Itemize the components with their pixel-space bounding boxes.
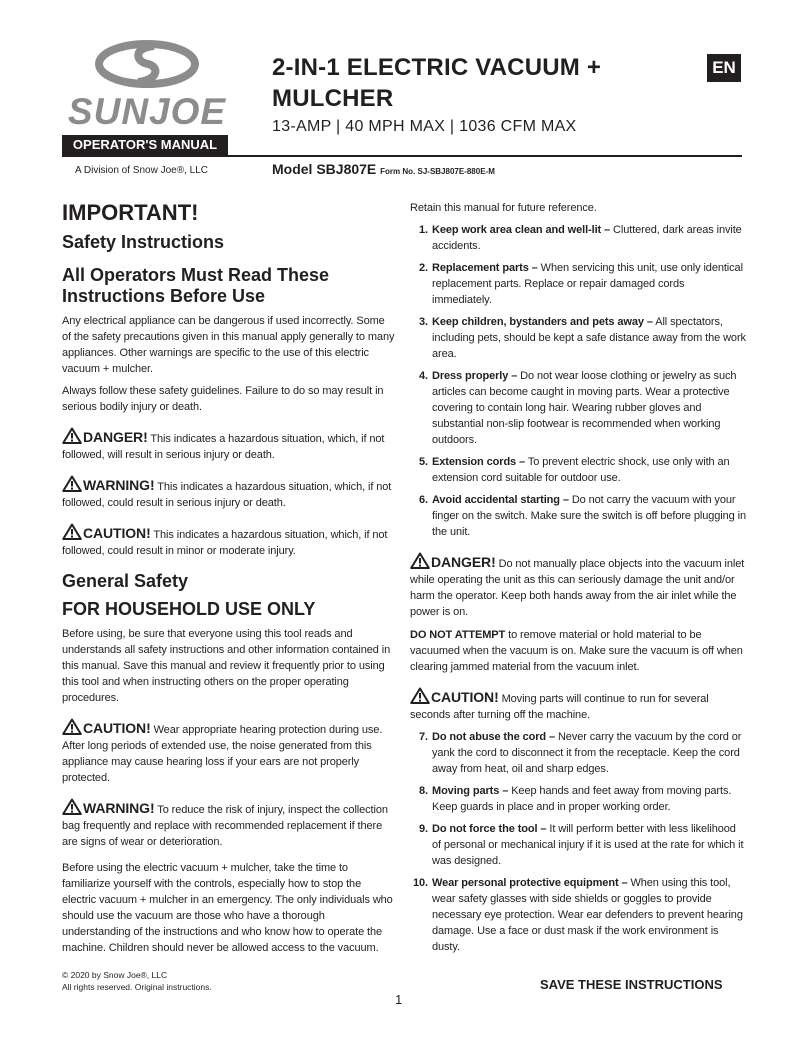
list-item <box>410 875 746 955</box>
signal-text: Wear appropriate hearing protection during use. After long periods of extended use, the noise generated from this appliance may cause hearing loss if your ears are not properly protected. <box>62 724 383 784</box>
do-not-attempt-paragraph <box>410 627 746 675</box>
model-number <box>272 161 495 177</box>
familiarize-paragraph: Before using the electric vacuum + mulcher, take the time to familiarize yourself with the controls, especially how to stop the electric vacuum + mulcher in an emergency. The only individuals who should use the vacuum are those who have a thorough understanding of the instructions and who know how to operate the machine. Children should never be allowed access to the vacuum. <box>62 862 393 954</box>
list-item <box>410 729 746 777</box>
item-title: Do not abuse the cord – <box>432 731 555 743</box>
list-item <box>410 783 746 815</box>
caution-hearing-notice <box>62 718 396 786</box>
warning-triangle-icon <box>62 718 82 735</box>
item-number: 10. <box>413 877 428 889</box>
list-item <box>410 260 746 308</box>
operators-manual-label: OPERATOR'S MANUAL <box>62 135 228 155</box>
signal-definition <box>62 523 396 559</box>
sunjoe-logo <box>62 40 232 140</box>
list-item <box>410 368 746 448</box>
subtitle: 13-AMP | 40 MPH MAX | 1036 CFM MAX <box>272 118 577 135</box>
all-operators-heading: All Operators Must Read These Instructions Before Use <box>62 265 330 306</box>
language-badge: EN <box>707 54 741 82</box>
item-number: 1. <box>419 224 428 236</box>
signal-word: WARNING! <box>83 800 155 816</box>
item-text: Do not wear loose clothing or jewelry as such articles can become caught in moving parts. Wear a protective covering to contain long hair. Wearing rubber gloves and substantial non-slip footwear is recommended when working outdoors. <box>432 370 737 446</box>
item-number: 9. <box>419 823 428 835</box>
document-title <box>272 52 601 114</box>
do-not-attempt-text: to remove material or hold material to be vacuumed when the vacuum is on. Make sure the vacuum is off when clearing jammed material from the vacuum inlet. <box>410 629 743 673</box>
list-item <box>410 821 746 869</box>
item-number: 2. <box>419 262 428 274</box>
item-title: Extension cords – <box>432 456 526 468</box>
caution-moving-parts-notice <box>410 687 746 723</box>
item-number: 5. <box>419 456 428 468</box>
retain-text: Retain this manual for future reference. <box>410 202 597 214</box>
list-item <box>410 222 746 254</box>
item-number: 4. <box>419 370 428 382</box>
signal-text: Moving parts will continue to run for several seconds after turning off the machine. <box>410 693 709 721</box>
item-text: It will perform better with less likelihood of personal or mechanical injury if it is used at the rate for which it was designed. <box>432 823 744 867</box>
item-number: 6. <box>419 494 428 506</box>
list-item <box>410 454 746 486</box>
warning-triangle-icon <box>62 475 82 492</box>
item-title: Keep work area clean and well-lit – <box>432 224 611 236</box>
item-text: Do not carry the vacuum with your finger on the switch. Make sure the switch is off before plugging in the unit. <box>432 494 747 538</box>
signal-word: DANGER! <box>83 429 148 445</box>
warning-triangle-icon <box>410 687 430 704</box>
warning-triangle-icon <box>62 523 82 540</box>
signal-text: Do not manually place objects into the vacuum inlet while operating the unit as this can seriously damage the unit and/or harm the operator. Keep both hands away from the air inlet while the power is on. <box>410 558 745 618</box>
warning-triangle-icon <box>62 798 82 815</box>
item-title: Avoid accidental starting – <box>432 494 569 506</box>
item-number: 8. <box>419 785 428 797</box>
item-text: Cluttered, dark areas invite accidents. <box>432 224 742 252</box>
division-text: A Division of Snow Joe®, LLC <box>75 165 208 176</box>
signal-word: DANGER! <box>431 554 496 570</box>
left-column <box>62 200 396 956</box>
item-title: Replacement parts – <box>432 262 538 274</box>
safety-list-1 <box>410 222 746 540</box>
title-line-1: 2-IN-1 ELECTRIC VACUUM + <box>272 54 602 81</box>
item-title: Do not force the tool – <box>432 823 547 835</box>
item-text: When using this tool, wear safety glasses with side shields or goggles to provide necessary eye protection. Wear ear defenders to prevent hearing damage. Use a face or dust mask if the work environment is dusty. <box>432 877 743 953</box>
guidelines-paragraph: Always follow these safety guidelines. Failure to do so may result in serious bodily injury or death. <box>62 385 384 413</box>
warning-bag-notice <box>62 798 396 850</box>
item-title: Wear personal protective equipment – <box>432 877 628 889</box>
item-number: 3. <box>419 316 428 328</box>
safety-list-2 <box>410 729 746 955</box>
model-label: Model SBJ807E <box>272 161 377 177</box>
rights-line: All rights reserved. Original instructions. <box>62 981 212 992</box>
item-text: Never carry the vacuum by the cord or yank the cord to disconnect it from the receptacle. Keep the cord away from heat, oil and sharp edges. <box>432 731 742 775</box>
svg-text:SUNJOE: SUNJOE <box>67 91 227 132</box>
item-text: To prevent electric shock, use only with an extension cord suitable for outdoor use. <box>432 456 730 484</box>
signal-text: To reduce the risk of injury, inspect the collection bag frequently and replace with recommended replacement if there are signs of wear or deterioration. <box>62 804 388 848</box>
item-text: All spectators, including pets, should be kept a safe distance away from the work area. <box>432 316 746 360</box>
save-instructions: SAVE THESE INSTRUCTIONS <box>540 977 723 992</box>
signal-definition <box>62 475 396 511</box>
signal-definition <box>62 427 396 463</box>
general-safety-heading: General Safety <box>62 571 189 591</box>
header-divider <box>62 155 742 157</box>
household-heading: FOR HOUSEHOLD USE ONLY <box>62 599 316 619</box>
signal-text: This indicates a hazardous situation, which, if not followed, could result in serious injury or death. <box>62 481 392 509</box>
do-not-attempt-label: DO NOT ATTEMPT <box>410 629 506 641</box>
warning-triangle-icon <box>410 552 430 569</box>
signal-word: CAUTION! <box>83 525 151 541</box>
signal-text: This indicates a hazardous situation, which, if not followed, could result in minor or moderate injury. <box>62 529 388 557</box>
important-heading: IMPORTANT! <box>62 200 199 225</box>
signal-word: CAUTION! <box>431 689 499 705</box>
item-title: Dress properly – <box>432 370 518 382</box>
item-text: When servicing this unit, use only identical replacement parts. Replace or repair damaged cords immediately. <box>432 262 743 306</box>
signal-word: WARNING! <box>83 477 155 493</box>
safety-instructions-heading: Safety Instructions <box>62 232 225 252</box>
item-text: Keep hands and feet away from moving parts. Keep guards in place and in proper working order. <box>432 785 732 813</box>
signal-definitions <box>62 427 396 559</box>
title-line-2: MULCHER <box>272 85 394 112</box>
copyright-line: © 2020 by Snow Joe®, LLC <box>62 970 168 980</box>
item-title: Keep children, bystanders and pets away – <box>432 316 653 328</box>
right-column <box>410 200 746 955</box>
list-item <box>410 314 746 362</box>
copyright <box>62 970 212 993</box>
danger-inlet-notice <box>410 552 746 620</box>
before-using-paragraph: Before using, be sure that everyone using this tool reads and understands all safety instructions and other information contained in this manual. Save this manual and review it frequently prior to using this tool and when instructing others on the proper operating procedures. <box>62 628 391 704</box>
warning-triangle-icon <box>62 427 82 444</box>
form-number: Form No. SJ-SBJ807E-880E-M <box>380 167 495 176</box>
item-title: Moving parts – <box>432 785 509 797</box>
intro-paragraph: Any electrical appliance can be dangerous if used incorrectly. Some of the safety precautions given in this manual apply generally to many appliances. Other warnings are specific to the use of this electric vacuum + mulcher. <box>62 315 395 375</box>
item-number: 7. <box>419 731 428 743</box>
list-item <box>410 492 746 540</box>
signal-text: This indicates a hazardous situation, which, if not followed, will result in serious injury or death. <box>62 433 385 461</box>
page-number: 1 <box>395 992 403 1007</box>
signal-word: CAUTION! <box>83 720 151 736</box>
